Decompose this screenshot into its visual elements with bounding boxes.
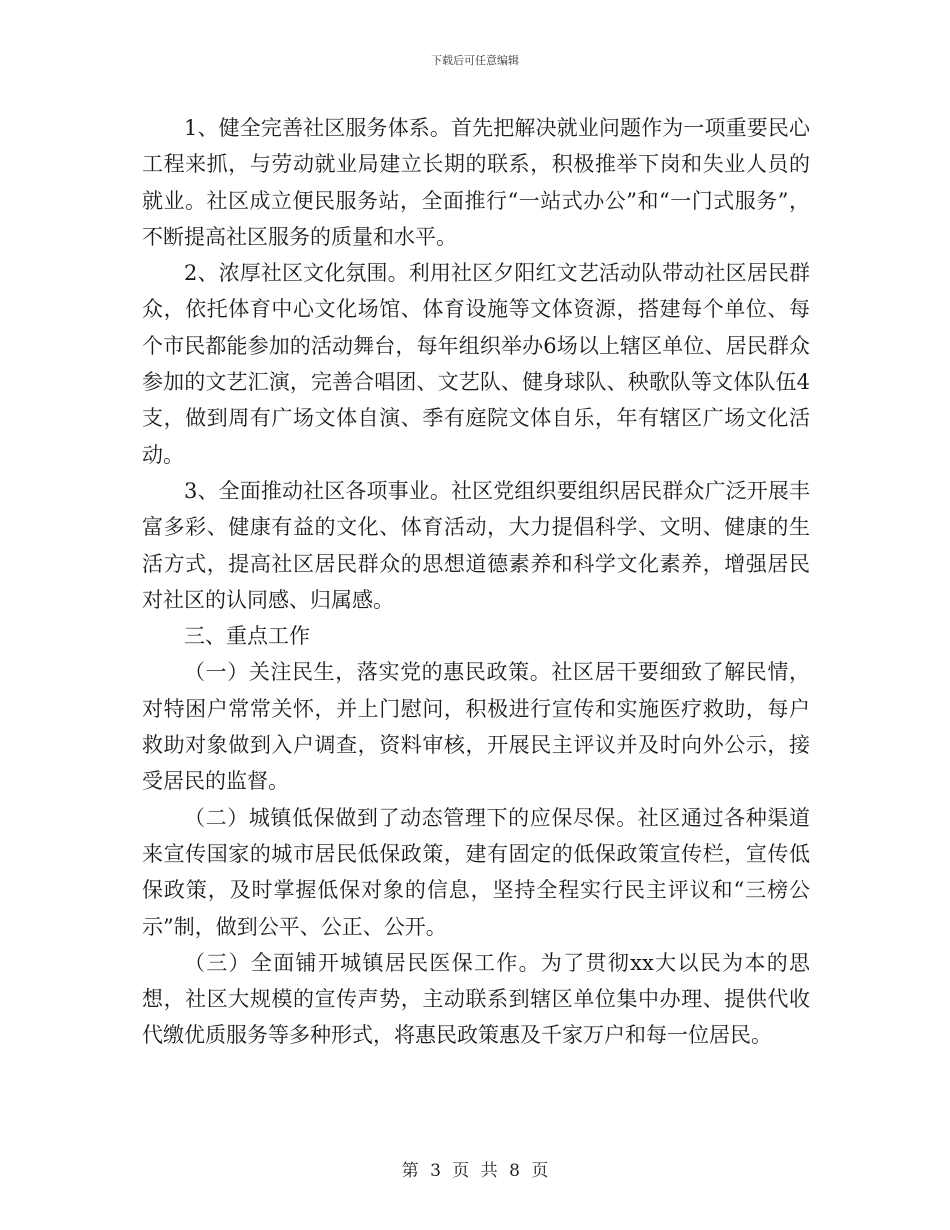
page-footer: 第 3 页 共 8 页 [401, 1161, 549, 1181]
paragraph-community-service: 1、健全完善社区服务体系。首先把解决就业问题作为一项重要民心工程来抓，与劳动就业局建立长期的联系，积极推举下岗和失业人员的就业。社区成立便民服务站，全面推行“一站式办公”和“一门式服务”，不断提高社区服务的质量和水平。 [142, 116, 810, 249]
section-heading-key-work: 三、重点工作 [184, 624, 310, 649]
paragraph-community-affairs: 3、全面推动社区各项事业。社区党组织要组织居民群众广泛开展丰富多彩、健康有益的文化、体育活动，大力提倡科学、文明、健康的生活方式，提高社区居民群众的思想道德素养和科学文化素养，增强居民对社区的认同感、归属感。 [142, 478, 810, 612]
page-header: 下载后可任意编辑 [431, 54, 519, 67]
paragraph-community-culture: 2、浓厚社区文化氛围。利用社区夕阳红文艺活动队带动社区居民群众，依托体育中心文化场馆、体育设施等文体资源，搭建每个单位、每个市民都能参加的活动舞台，每年组织举办6场以上辖区单位、居民群众参加的文艺汇演，完善合唱团、文艺队、健身球队、秧歌队等文体队伍4支，做到周有广场文体自演、季有庭院文体自乐，年有辖区广场文化活动。 [142, 261, 810, 467]
paragraph-minimum-security: （二）城镇低保做到了动态管理下的应保尽保。社区通过各种渠道来宣传国家的城市居民低保政策，建有固定的低保政策宣传栏，宣传低保政策，及时掌握低保对象的信息，坚持全程实行民主评议和“三榜公示”制，做到公平、公正、公开。 [142, 805, 810, 939]
document-body [142, 110, 810, 1054]
paragraph-livelihood: （一）关注民生，落实党的惠民政策。社区居干要细致了解民情，对特困户常常关怀，并上门慰问，积极进行宣传和实施医疗救助，每户救助对象做到入户调查，资料审核，开展民主评议并及时向外公示，接受居民的监督。 [142, 660, 810, 794]
paragraph-medical-insurance: （三）全面铺开城镇居民医保工作。为了贯彻xx大以民为本的思想，社区大规模的宣传声势，主动联系到辖区单位集中办理、提供代收代缴优质服务等多种形式，将惠民政策惠及千家万户和每一位居民。 [142, 950, 810, 1048]
